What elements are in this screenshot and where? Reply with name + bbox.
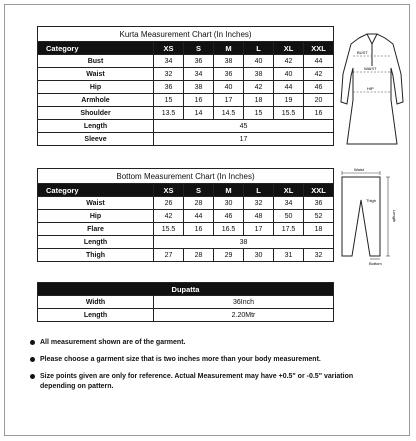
- table-row: [38, 55, 334, 68]
- table-cell: 34: [184, 68, 214, 81]
- table-row: [38, 309, 334, 322]
- waist-label: Waist: [354, 167, 364, 172]
- table-row: [38, 296, 334, 309]
- table-cell: 40: [214, 81, 244, 94]
- length-label: Length: [392, 210, 397, 223]
- row-label: Sleeve: [38, 133, 154, 146]
- table-row: [38, 94, 334, 107]
- table-cell: 46: [214, 210, 244, 223]
- row-label: Hip: [38, 210, 154, 223]
- hip-label: HIP: [367, 86, 374, 91]
- table-cell: 36: [304, 197, 334, 210]
- table-cell: 14: [184, 107, 214, 120]
- table-cell: 34: [274, 197, 304, 210]
- table-cell: 13.5: [154, 107, 184, 120]
- row-label: Waist: [38, 68, 154, 81]
- table-cell: 2.20Mtr: [154, 309, 334, 322]
- table-cell: 48: [244, 210, 274, 223]
- bottom-diagram: [336, 164, 408, 274]
- pants-outline: [342, 177, 380, 256]
- table-cell: 42: [244, 81, 274, 94]
- dupatta-title: Dupatta: [38, 283, 334, 296]
- row-label: Length: [38, 309, 154, 322]
- note-item: [30, 372, 375, 392]
- table-cell: 36: [184, 55, 214, 68]
- header-s: S: [184, 184, 214, 197]
- table-cell: 40: [274, 68, 304, 81]
- bullet-icon: [30, 374, 35, 379]
- table-row: [38, 133, 334, 146]
- table-cell: 17: [214, 94, 244, 107]
- header-m: M: [214, 42, 244, 55]
- table-cell: 42: [154, 210, 184, 223]
- table-cell: 20: [304, 94, 334, 107]
- table-row: [38, 107, 334, 120]
- table-cell: 28: [184, 249, 214, 262]
- table-cell: 31: [274, 249, 304, 262]
- table-cell: 44: [304, 55, 334, 68]
- table-cell: 16: [184, 94, 214, 107]
- table-cell: 17: [244, 223, 274, 236]
- header-category: Category: [38, 42, 154, 55]
- table-cell: 30: [244, 249, 274, 262]
- table-cell: 17: [154, 133, 334, 146]
- table-cell: 44: [184, 210, 214, 223]
- row-label: Armhole: [38, 94, 154, 107]
- table-cell: 42: [304, 68, 334, 81]
- bottom-chart-title: Bottom Measurement Chart (In Inches): [38, 169, 334, 184]
- table-cell: 38: [154, 236, 334, 249]
- note-item: [30, 338, 375, 348]
- table-row: [38, 197, 334, 210]
- table-cell: 16: [184, 223, 214, 236]
- kurta-diagram: [337, 30, 407, 160]
- table-cell: 50: [274, 210, 304, 223]
- table-cell: 46: [304, 81, 334, 94]
- note-text: Please choose a garment size that is two inches more than your body measurement.: [40, 356, 321, 363]
- table-row: [38, 249, 334, 262]
- bottom-label: Bottom: [369, 261, 382, 266]
- table-row: [38, 210, 334, 223]
- header-xs: XS: [154, 42, 184, 55]
- kurta-chart-title: Kurta Measurement Chart (In Inches): [38, 27, 334, 42]
- row-label: Bust: [38, 55, 154, 68]
- table-header-row: [38, 42, 334, 55]
- table-cell: 14.5: [214, 107, 244, 120]
- table-cell: 28: [184, 197, 214, 210]
- header-xl: XL: [274, 42, 304, 55]
- header-xxl: XXL: [304, 42, 334, 55]
- table-cell: 36: [214, 68, 244, 81]
- kurta-measurement-table: [37, 26, 334, 146]
- row-label: Shoulder: [38, 107, 154, 120]
- table-cell: 18: [304, 223, 334, 236]
- header-xs: XS: [154, 184, 184, 197]
- table-cell: 45: [154, 120, 334, 133]
- table-cell: 26: [154, 197, 184, 210]
- table-row: [38, 68, 334, 81]
- table-cell: 32: [244, 197, 274, 210]
- table-cell: 30: [214, 197, 244, 210]
- row-label: Waist: [38, 197, 154, 210]
- table-cell: 52: [304, 210, 334, 223]
- header-xl: XL: [274, 184, 304, 197]
- table-cell: 16.5: [214, 223, 244, 236]
- note-text: All measurement shown are of the garment.: [40, 339, 186, 346]
- table-cell: 15: [154, 94, 184, 107]
- table-cell: 29: [214, 249, 244, 262]
- table-cell: 19: [274, 94, 304, 107]
- header-l: L: [244, 184, 274, 197]
- bullet-icon: [30, 340, 35, 345]
- header-l: L: [244, 42, 274, 55]
- bottom-measurement-table: [37, 168, 334, 262]
- table-cell: 16: [304, 107, 334, 120]
- header-category: Category: [38, 184, 154, 197]
- table-cell: 36: [154, 81, 184, 94]
- table-cell: 38: [184, 81, 214, 94]
- table-cell: 40: [244, 55, 274, 68]
- row-label: Thigh: [38, 249, 154, 262]
- waist-label: WAIST: [364, 66, 377, 71]
- bullet-icon: [30, 357, 35, 362]
- table-cell: 27: [154, 249, 184, 262]
- note-text: Size points given are only for reference. Actual Measurement may have +0.5" or -0.5" variation depending on pattern.: [40, 373, 354, 390]
- table-cell: 17.5: [274, 223, 304, 236]
- dupatta-measurement-table: [37, 282, 334, 322]
- table-row: [38, 120, 334, 133]
- table-cell: 15.5: [154, 223, 184, 236]
- table-header-row: [38, 184, 334, 197]
- row-label: Flare: [38, 223, 154, 236]
- header-m: M: [214, 184, 244, 197]
- table-row: [38, 81, 334, 94]
- header-xxl: XXL: [304, 184, 334, 197]
- table-cell: 42: [274, 55, 304, 68]
- table-cell: 38: [214, 55, 244, 68]
- table-cell: 15.5: [274, 107, 304, 120]
- table-header-row: [38, 283, 334, 296]
- table-cell: 34: [154, 55, 184, 68]
- row-label: Width: [38, 296, 154, 309]
- table-row: [38, 223, 334, 236]
- row-label: Length: [38, 236, 154, 249]
- bust-label: BUST: [357, 50, 368, 55]
- table-cell: 15: [244, 107, 274, 120]
- thigh-label: Thigh: [366, 198, 377, 203]
- header-s: S: [184, 42, 214, 55]
- table-cell: 38: [244, 68, 274, 81]
- table-cell: 44: [274, 81, 304, 94]
- table-row: [38, 236, 334, 249]
- table-cell: 32: [304, 249, 334, 262]
- note-item: [30, 355, 375, 365]
- row-label: Length: [38, 120, 154, 133]
- notes-section: [30, 338, 375, 399]
- table-cell: 18: [244, 94, 274, 107]
- row-label: Hip: [38, 81, 154, 94]
- table-cell: 36Inch: [154, 296, 334, 309]
- table-cell: 32: [154, 68, 184, 81]
